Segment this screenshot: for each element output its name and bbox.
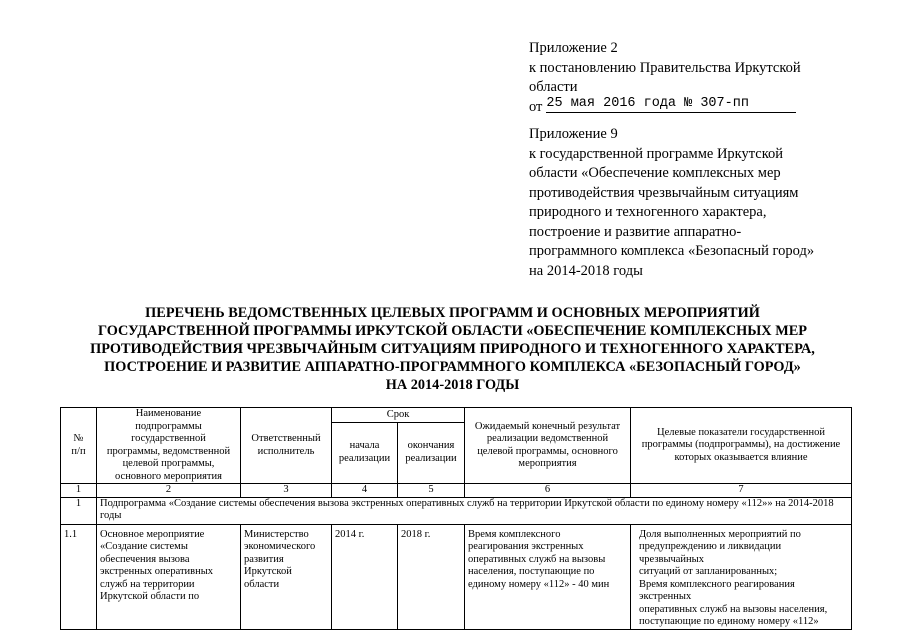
header-row-1 xyxy=(61,408,852,423)
appendix-9-block xyxy=(529,125,814,281)
document-title xyxy=(60,304,845,394)
col-number: 2 xyxy=(97,484,241,498)
appendix-2-heading: Приложение 2 xyxy=(529,40,618,56)
header-num: № п/п xyxy=(61,408,97,484)
column-number-row xyxy=(61,484,852,498)
appendix-2-block xyxy=(529,39,801,117)
header-result: Ожидаемый конечный результат реализации ведомственной целевой программы, основного мероприятия xyxy=(465,408,631,484)
col-number: 5 xyxy=(398,484,465,498)
subprogram-title: Подпрограмма «Создание системы обеспечения вызова экстренных оперативных служб на территории Иркутской области по единому номеру «112»» на 2014-2018 годы xyxy=(97,497,852,524)
title-line: НА 2014-2018 ГОДЫ xyxy=(385,377,520,393)
table-row xyxy=(61,524,852,629)
title-line: ПРОТИВОДЕЙСТВИЯ ЧРЕЗВЫЧАЙНЫМ СИТУАЦИЯМ ПРИРОДНОГО И ТЕХНОГЕННОГО ХАРАКТЕРА, xyxy=(90,341,815,357)
appendix-9-line: противодействия чрезвычайным ситуациям xyxy=(529,184,799,201)
row-start: 2014 г. xyxy=(332,524,398,629)
row-name: Основное мероприятие «Создание системы обеспечения вызова экстренных оперативных служб на территории Иркутской области по xyxy=(97,524,241,629)
col-number: 6 xyxy=(465,484,631,498)
row-indicators: Доля выполненных мероприятий по предупреждению и ликвидации чрезвычайных ситуаций от запланированных; Время комплексного реагирования экстренных оперативных служб на вызовы населения, поступающие по единому номеру «112» xyxy=(631,524,852,629)
title-line: ПОСТРОЕНИЕ И РАЗВИТИЕ АППАРАТНО-ПРОГРАММНОГО КОМПЛЕКСА «БЕЗОПАСНЫЙ ГОРОД» xyxy=(104,359,801,375)
programs-table xyxy=(60,407,852,630)
date-prefix: от xyxy=(529,98,543,115)
col-number: 4 xyxy=(332,484,398,498)
appendix-9-line: природного и техногенного характера, xyxy=(529,204,767,220)
header-name: Наименование подпрограммы государственной программы, ведомственной целевой программы, основного мероприятия xyxy=(97,408,241,484)
resolution-date: 25 мая 2016 года № 307-пп xyxy=(546,96,796,113)
appendix-9-line: построение и развитие аппаратно- xyxy=(529,223,742,240)
header-end: окончания реализации xyxy=(398,422,465,483)
col-number: 3 xyxy=(241,484,332,498)
row-num: 1.1 xyxy=(61,524,97,629)
row-result: Время комплексного реагирования экстренных оперативных служб на вызовы населения, поступающие по единому номеру «112» - 40 мин xyxy=(465,524,631,629)
appendix-2-region: области xyxy=(529,79,578,95)
subprogram-row xyxy=(61,497,852,524)
header-start: начала реализации xyxy=(332,422,398,483)
header-term: Срок xyxy=(332,408,465,423)
appendix-9-line: области «Обеспечение комплексных мер xyxy=(529,165,781,181)
header-indicators: Целевые показатели государственной программы (подпрограммы), на достижение которых оказывается влияние xyxy=(631,408,852,484)
header-responsible: Ответственный исполнитель xyxy=(241,408,332,484)
title-line: ПЕРЕЧЕНЬ ВЕДОМСТВЕННЫХ ЦЕЛЕВЫХ ПРОГРАММ И ОСНОВНЫХ МЕРОПРИЯТИЙ xyxy=(145,305,760,321)
row-end: 2018 г. xyxy=(398,524,465,629)
title-line: ГОСУДАРСТВЕННОЙ ПРОГРАММЫ ИРКУТСКОЙ ОБЛАСТИ «ОБЕСПЕЧЕНИЕ КОМПЛЕКСНЫХ МЕР xyxy=(98,323,807,339)
appendix-9-line: программного комплекса «Безопасный город» xyxy=(529,243,815,259)
appendix-9-line: на 2014-2018 годы xyxy=(529,262,643,279)
col-number: 7 xyxy=(631,484,852,498)
col-number: 1 xyxy=(61,484,97,498)
appendix-9-line: к государственной программе Иркутской xyxy=(529,145,784,162)
appendix-9-line: Приложение 9 xyxy=(529,126,618,142)
row-responsible: Министерство экономического развития Иркутской области xyxy=(241,524,332,629)
subprogram-num: 1 xyxy=(61,497,97,524)
appendix-2-date-line xyxy=(529,98,801,118)
appendix-2-reference: к постановлению Правительства Иркутской xyxy=(529,59,801,76)
